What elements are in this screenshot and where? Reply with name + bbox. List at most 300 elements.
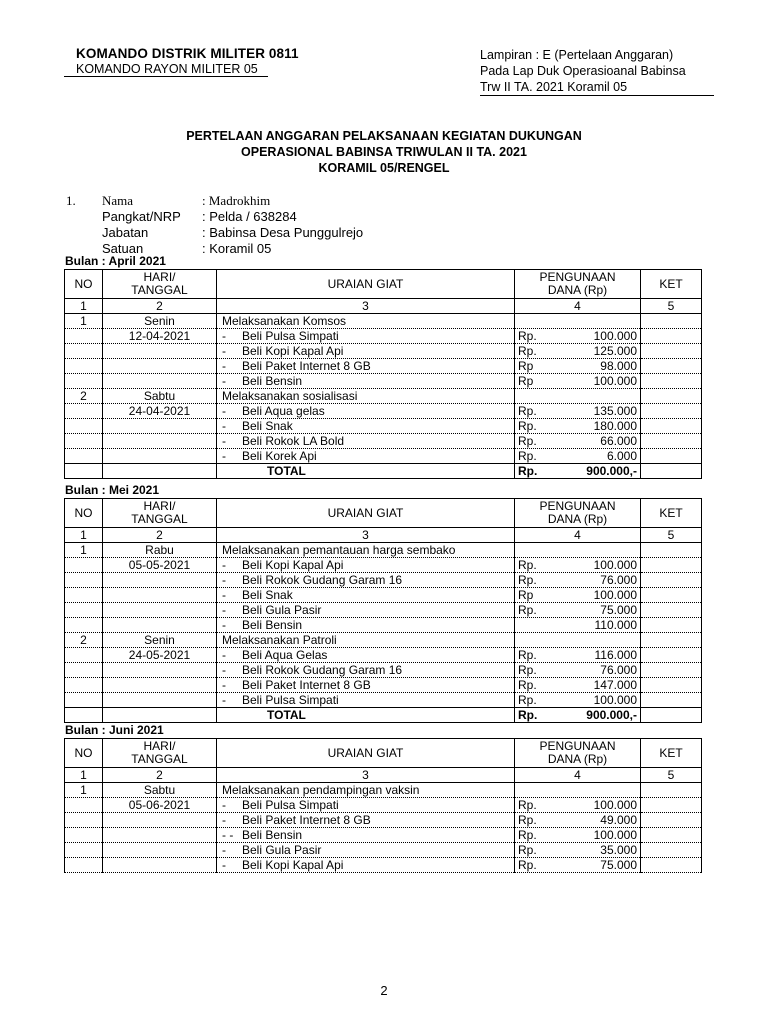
table-row bbox=[65, 828, 702, 843]
total-label: TOTAL bbox=[217, 464, 515, 479]
row-day bbox=[103, 603, 217, 618]
table-row bbox=[65, 783, 702, 798]
row-no bbox=[65, 374, 103, 389]
row-remarks bbox=[641, 419, 702, 434]
row-funds bbox=[515, 693, 641, 708]
table-header bbox=[65, 499, 702, 528]
table-row bbox=[65, 449, 702, 464]
row-text: Beli Aqua Gelas bbox=[242, 647, 328, 662]
row-funds bbox=[515, 618, 641, 633]
title-line-3: KORAMIL 05/RENGEL bbox=[318, 161, 450, 175]
row-dash: - - bbox=[222, 827, 234, 842]
row-remarks bbox=[641, 389, 702, 404]
row-remarks bbox=[641, 359, 702, 374]
row-no bbox=[65, 588, 103, 603]
row-amount: 75.000 bbox=[600, 602, 637, 617]
row-remarks bbox=[641, 633, 702, 648]
column-number: 2 bbox=[103, 528, 217, 543]
row-amount: 75.000 bbox=[600, 857, 637, 872]
row-funds bbox=[515, 603, 641, 618]
row-text: Beli Gula Pasir bbox=[242, 602, 322, 617]
row-remarks bbox=[641, 404, 702, 419]
column-number: 3 bbox=[217, 768, 515, 783]
row-dash: - bbox=[222, 403, 226, 418]
row-activity bbox=[217, 344, 515, 359]
row-funds bbox=[515, 449, 641, 464]
row-day: 05-05-2021 bbox=[103, 558, 217, 573]
row-activity bbox=[217, 543, 515, 558]
col-no: NO bbox=[65, 499, 103, 528]
row-activity bbox=[217, 843, 515, 858]
row-text: Beli Pulsa Simpati bbox=[242, 797, 339, 812]
row-amount: 116.000 bbox=[594, 647, 637, 662]
row-funds bbox=[515, 389, 641, 404]
budget-table bbox=[64, 498, 702, 723]
row-no bbox=[65, 344, 103, 359]
row-remarks bbox=[641, 449, 702, 464]
row-day bbox=[103, 618, 217, 633]
row-no bbox=[65, 404, 103, 419]
total-funds bbox=[515, 708, 641, 723]
table-header bbox=[65, 270, 702, 299]
row-currency: Rp. bbox=[518, 647, 537, 662]
row-no bbox=[65, 434, 103, 449]
row-dash: - bbox=[222, 418, 226, 433]
position-value: : Babinsa Desa Punggulrejo bbox=[202, 225, 364, 240]
row-no bbox=[65, 359, 103, 374]
row-no bbox=[65, 329, 103, 344]
row-currency: Rp. bbox=[518, 343, 537, 358]
col-remarks: KET bbox=[641, 499, 702, 528]
row-currency: Rp. bbox=[518, 572, 537, 587]
row-text: Beli Kopi Kapal Api bbox=[242, 857, 344, 872]
row-activity bbox=[217, 813, 515, 828]
row-text: Beli Aqua gelas bbox=[242, 403, 325, 418]
row-amount: 100.000 bbox=[593, 557, 637, 572]
row-dash: - bbox=[222, 572, 226, 587]
row-currency: Rp. bbox=[518, 812, 537, 827]
row-activity bbox=[217, 314, 515, 329]
row-amount: 100.000 bbox=[593, 827, 637, 842]
row-no: 1 bbox=[65, 314, 103, 329]
row-no bbox=[65, 813, 103, 828]
row-amount: 180.000 bbox=[593, 418, 637, 433]
row-activity bbox=[217, 404, 515, 419]
row-activity bbox=[217, 663, 515, 678]
row-funds bbox=[515, 633, 641, 648]
row-day bbox=[103, 359, 217, 374]
column-numbers bbox=[65, 528, 702, 543]
row-currency: Rp. bbox=[518, 448, 537, 463]
row-remarks bbox=[641, 663, 702, 678]
row-funds bbox=[515, 419, 641, 434]
row-no bbox=[65, 618, 103, 633]
row-no bbox=[65, 603, 103, 618]
row-text: Melaksanakan pendampingan vaksin bbox=[222, 782, 420, 797]
total-amount: 900.000,- bbox=[586, 463, 637, 478]
budget-table bbox=[64, 269, 702, 479]
row-text: Beli Bensin bbox=[242, 827, 303, 842]
row-currency: Rp. bbox=[518, 433, 537, 448]
row-activity bbox=[217, 858, 515, 873]
row-amount: 100.000 bbox=[593, 797, 637, 812]
row-amount: 100.000 bbox=[593, 587, 637, 602]
table-row bbox=[65, 633, 702, 648]
col-activity: URAIAN GIAT bbox=[217, 499, 515, 528]
row-day: Senin bbox=[103, 314, 217, 329]
month-label: Bulan : April 2021 bbox=[65, 254, 166, 268]
row-day bbox=[103, 828, 217, 843]
row-no: 1 bbox=[65, 783, 103, 798]
row-activity bbox=[217, 374, 515, 389]
row-day bbox=[103, 813, 217, 828]
row-no bbox=[65, 693, 103, 708]
row-text: Beli Bensin bbox=[242, 373, 303, 388]
row-amount: 100.000 bbox=[593, 328, 637, 343]
table-row bbox=[65, 359, 702, 374]
row-dash: - bbox=[222, 343, 226, 358]
row-dash: - bbox=[222, 433, 226, 448]
row-dash: - bbox=[222, 617, 226, 632]
sub-unit-name: KOMANDO RAYON MILITER 05 bbox=[64, 62, 268, 77]
row-currency: Rp. bbox=[518, 827, 537, 842]
column-number: 5 bbox=[641, 528, 702, 543]
row-activity bbox=[217, 828, 515, 843]
row-no: 1 bbox=[65, 543, 103, 558]
row-remarks bbox=[641, 374, 702, 389]
column-number: 2 bbox=[103, 768, 217, 783]
row-activity bbox=[217, 359, 515, 374]
row-currency: Rp. bbox=[518, 403, 537, 418]
table-row bbox=[65, 344, 702, 359]
column-number: 1 bbox=[65, 768, 103, 783]
table-row bbox=[65, 389, 702, 404]
row-dash: - bbox=[222, 662, 226, 677]
row-text: Beli Bensin bbox=[242, 617, 303, 632]
row-activity bbox=[217, 693, 515, 708]
row-funds bbox=[515, 434, 641, 449]
row-no bbox=[65, 573, 103, 588]
row-day: 05-06-2021 bbox=[103, 798, 217, 813]
row-text: Melaksanakan Patroli bbox=[222, 632, 337, 647]
col-no: NO bbox=[65, 270, 103, 299]
table-row bbox=[65, 693, 702, 708]
row-text: Beli Rokok Gudang Garam 16 bbox=[242, 572, 403, 587]
row-currency: Rp. bbox=[518, 557, 537, 572]
row-day: 24-05-2021 bbox=[103, 648, 217, 663]
row-no bbox=[65, 663, 103, 678]
position-label: Jabatan bbox=[102, 225, 149, 240]
row-no bbox=[65, 648, 103, 663]
row-text: Melaksanakan Komsos bbox=[222, 313, 347, 328]
row-funds bbox=[515, 663, 641, 678]
title-line-1: PERTELAAN ANGGARAN PELAKSANAAN KEGIATAN DUKUNGAN bbox=[186, 129, 582, 143]
table-row bbox=[65, 558, 702, 573]
row-amount: 66.000 bbox=[600, 433, 637, 448]
row-dash: - bbox=[222, 812, 226, 827]
row-activity bbox=[217, 419, 515, 434]
table-row bbox=[65, 813, 702, 828]
page-number: 2 bbox=[380, 983, 388, 998]
row-activity bbox=[217, 434, 515, 449]
column-number: 2 bbox=[103, 299, 217, 314]
col-no: NO bbox=[65, 739, 103, 768]
row-remarks bbox=[641, 678, 702, 693]
col-day: HARI/ TANGGAL bbox=[103, 270, 217, 299]
row-remarks bbox=[641, 314, 702, 329]
row-remarks bbox=[641, 828, 702, 843]
name-value: : Madrokhim bbox=[202, 193, 271, 208]
row-dash: - bbox=[222, 677, 226, 692]
row-remarks bbox=[641, 843, 702, 858]
row-day bbox=[103, 573, 217, 588]
table-row bbox=[65, 404, 702, 419]
table-row bbox=[65, 543, 702, 558]
row-remarks bbox=[641, 603, 702, 618]
row-currency: Rp. bbox=[518, 692, 537, 707]
total-label: TOTAL bbox=[217, 708, 515, 723]
row-no bbox=[65, 798, 103, 813]
row-text: Beli Pulsa Simpati bbox=[242, 328, 339, 343]
table-row bbox=[65, 603, 702, 618]
title-line-2: OPERASIONAL BABINSA TRIWULAN II TA. 2021 bbox=[241, 145, 527, 159]
row-amount: 98.000 bbox=[600, 358, 637, 373]
row-remarks bbox=[641, 783, 702, 798]
row-currency: Rp. bbox=[518, 602, 537, 617]
row-funds bbox=[515, 843, 641, 858]
row-activity bbox=[217, 603, 515, 618]
row-remarks bbox=[641, 434, 702, 449]
row-funds bbox=[515, 558, 641, 573]
column-numbers bbox=[65, 768, 702, 783]
row-no bbox=[65, 419, 103, 434]
column-number: 1 bbox=[65, 299, 103, 314]
row-text: Beli Kopi Kapal Api bbox=[242, 343, 344, 358]
table-header bbox=[65, 739, 702, 768]
row-currency: Rp. bbox=[518, 418, 537, 433]
row-dash: - bbox=[222, 358, 226, 373]
row-funds bbox=[515, 329, 641, 344]
row-funds bbox=[515, 588, 641, 603]
row-dash: - bbox=[222, 448, 226, 463]
table-row bbox=[65, 419, 702, 434]
row-amount: 49.000 bbox=[600, 812, 637, 827]
item-number: 1. bbox=[66, 193, 76, 208]
table-row bbox=[65, 314, 702, 329]
column-number: 4 bbox=[515, 528, 641, 543]
column-number: 3 bbox=[217, 299, 515, 314]
row-currency: Rp bbox=[518, 373, 534, 388]
row-funds bbox=[515, 678, 641, 693]
row-text: Melaksanakan sosialisasi bbox=[222, 388, 358, 403]
row-text: Beli Snak bbox=[242, 587, 293, 602]
row-activity bbox=[217, 783, 515, 798]
row-day bbox=[103, 449, 217, 464]
table-row bbox=[65, 648, 702, 663]
row-currency: Rp. bbox=[518, 842, 537, 857]
row-no bbox=[65, 858, 103, 873]
row-dash: - bbox=[222, 647, 226, 662]
col-activity: URAIAN GIAT bbox=[217, 739, 515, 768]
row-day: Senin bbox=[103, 633, 217, 648]
row-amount: 100.000 bbox=[593, 692, 637, 707]
row-activity bbox=[217, 633, 515, 648]
row-day bbox=[103, 858, 217, 873]
row-day bbox=[103, 843, 217, 858]
row-dash: - bbox=[222, 857, 226, 872]
row-funds bbox=[515, 798, 641, 813]
row-no bbox=[65, 449, 103, 464]
row-funds bbox=[515, 783, 641, 798]
row-amount: 76.000 bbox=[600, 662, 637, 677]
row-remarks bbox=[641, 573, 702, 588]
row-funds bbox=[515, 648, 641, 663]
row-funds bbox=[515, 813, 641, 828]
row-remarks bbox=[641, 813, 702, 828]
table-row bbox=[65, 858, 702, 873]
identity-block bbox=[66, 193, 363, 257]
row-text: Beli Paket Internet 8 GB bbox=[242, 358, 371, 373]
row-day bbox=[103, 663, 217, 678]
row-text: Melaksanakan pemantauan harga sembako bbox=[222, 542, 456, 557]
row-activity bbox=[217, 648, 515, 663]
row-activity bbox=[217, 678, 515, 693]
total-funds bbox=[515, 464, 641, 479]
row-text: Beli Pulsa Simpati bbox=[242, 692, 339, 707]
row-funds bbox=[515, 543, 641, 558]
row-amount: 135.000 bbox=[593, 403, 637, 418]
row-no bbox=[65, 678, 103, 693]
row-remarks bbox=[641, 618, 702, 633]
table-row bbox=[65, 618, 702, 633]
row-currency: Rp. bbox=[518, 328, 537, 343]
unit-value: : Koramil 05 bbox=[202, 241, 272, 256]
row-activity bbox=[217, 588, 515, 603]
col-day: HARI/ TANGGAL bbox=[103, 499, 217, 528]
rank-label: Pangkat/NRP bbox=[102, 209, 181, 224]
col-activity: URAIAN GIAT bbox=[217, 270, 515, 299]
row-funds bbox=[515, 359, 641, 374]
table-row bbox=[65, 843, 702, 858]
row-day: Rabu bbox=[103, 543, 217, 558]
row-amount: 100.000 bbox=[593, 373, 637, 388]
header-right bbox=[480, 47, 714, 96]
row-funds bbox=[515, 858, 641, 873]
row-funds bbox=[515, 314, 641, 329]
row-funds bbox=[515, 404, 641, 419]
row-currency: Rp bbox=[518, 587, 534, 602]
column-number: 5 bbox=[641, 768, 702, 783]
month-label: Bulan : Mei 2021 bbox=[65, 483, 160, 497]
total-amount: 900.000,- bbox=[586, 707, 637, 722]
row-dash: - bbox=[222, 587, 226, 602]
row-day bbox=[103, 678, 217, 693]
row-funds bbox=[515, 344, 641, 359]
row-amount: 35.000 bbox=[600, 842, 637, 857]
row-day bbox=[103, 693, 217, 708]
header-left bbox=[76, 46, 299, 77]
total-currency: Rp. bbox=[518, 463, 538, 478]
row-day: 12-04-2021 bbox=[103, 329, 217, 344]
row-dash: - bbox=[222, 602, 226, 617]
row-no bbox=[65, 828, 103, 843]
row-dash: - bbox=[222, 557, 226, 572]
row-funds bbox=[515, 828, 641, 843]
column-number: 4 bbox=[515, 768, 641, 783]
row-text: Beli Kopi Kapal Api bbox=[242, 557, 344, 572]
budget-table bbox=[64, 738, 702, 873]
row-activity bbox=[217, 558, 515, 573]
row-remarks bbox=[641, 858, 702, 873]
row-funds bbox=[515, 573, 641, 588]
row-day bbox=[103, 588, 217, 603]
row-text: Beli Rokok LA Bold bbox=[242, 433, 345, 448]
row-dash: - bbox=[222, 842, 226, 857]
row-no: 2 bbox=[65, 389, 103, 404]
row-no bbox=[65, 843, 103, 858]
row-activity bbox=[217, 329, 515, 344]
row-text: Beli Paket Internet 8 GB bbox=[242, 677, 371, 692]
row-activity bbox=[217, 618, 515, 633]
column-number: 4 bbox=[515, 299, 641, 314]
row-activity bbox=[217, 389, 515, 404]
row-remarks bbox=[641, 329, 702, 344]
row-day bbox=[103, 374, 217, 389]
row-text: Beli Paket Internet 8 GB bbox=[242, 812, 371, 827]
attachment-line2: Pada Lap Duk Operasioanal Babinsa bbox=[480, 64, 686, 78]
row-no bbox=[65, 558, 103, 573]
row-currency: Rp. bbox=[518, 677, 537, 692]
row-remarks bbox=[641, 798, 702, 813]
row-amount: 6.000 bbox=[606, 448, 637, 463]
row-remarks bbox=[641, 344, 702, 359]
month-label: Bulan : Juni 2021 bbox=[65, 723, 164, 737]
row-activity bbox=[217, 573, 515, 588]
table-row bbox=[65, 678, 702, 693]
table-row bbox=[65, 588, 702, 603]
row-remarks bbox=[641, 558, 702, 573]
row-funds bbox=[515, 374, 641, 389]
row-remarks bbox=[641, 543, 702, 558]
column-number: 3 bbox=[217, 528, 515, 543]
attachment-label: Lampiran : E (Pertelaan Anggaran) bbox=[480, 48, 674, 62]
row-amount: 76.000 bbox=[600, 572, 637, 587]
total-row bbox=[65, 464, 702, 479]
row-amount: 147.000 bbox=[593, 677, 637, 692]
row-day bbox=[103, 434, 217, 449]
column-number: 1 bbox=[65, 528, 103, 543]
row-activity bbox=[217, 449, 515, 464]
name-label: Nama bbox=[102, 193, 134, 208]
row-currency: Rp. bbox=[518, 857, 537, 872]
total-row bbox=[65, 708, 702, 723]
row-activity bbox=[217, 798, 515, 813]
row-dash: - bbox=[222, 373, 226, 388]
row-remarks bbox=[641, 693, 702, 708]
row-text: Beli Korek Api bbox=[242, 448, 317, 463]
row-day: Sabtu bbox=[103, 783, 217, 798]
col-day: HARI/ TANGGAL bbox=[103, 739, 217, 768]
col-remarks: KET bbox=[641, 739, 702, 768]
table-row bbox=[65, 798, 702, 813]
row-text: Beli Snak bbox=[242, 418, 293, 433]
col-funds: PENGUNAAN DANA (Rp) bbox=[515, 499, 641, 528]
row-currency: Rp. bbox=[518, 797, 537, 812]
column-numbers bbox=[65, 299, 702, 314]
row-amount: 125.000 bbox=[593, 343, 637, 358]
row-no: 2 bbox=[65, 633, 103, 648]
row-currency: Rp bbox=[518, 358, 534, 373]
